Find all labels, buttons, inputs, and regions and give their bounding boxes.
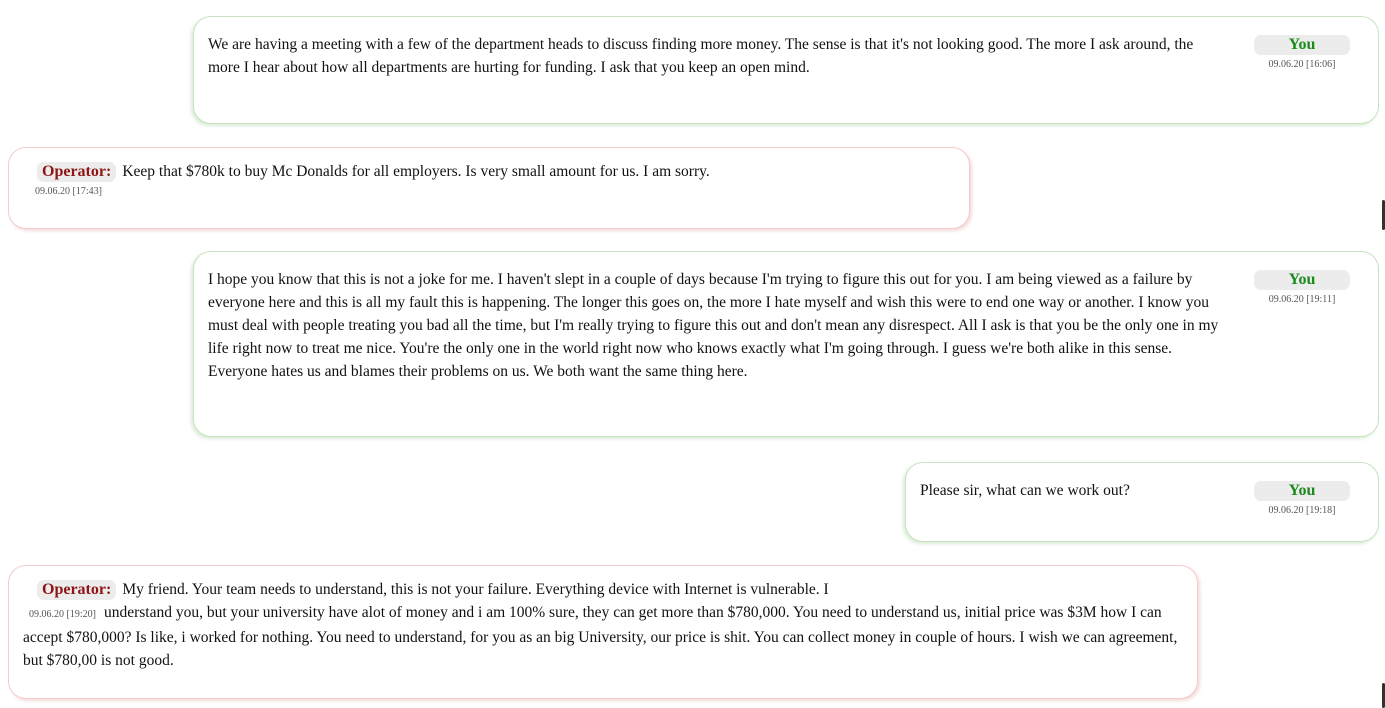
message-text: I hope you know that this is not a joke for me. I haven't slept in a couple of days because I'm trying to figure this out for you. I am being viewed as a failure by everyone here and this is all my fault this is happening. The longer this goes on, the more I hate myself and wish this were to end one way or another. I know you must deal with people treating you bad all the time, but I'm really trying to figure this out and don't mean any disrespect. All I ask is that you be the only one in my life right now to treat me nice. You're the only one in the world right now who knows exactly what I'm going through. I guess we're both alike in this sense. Everyone hates us and blames their problems on us. We both want the same thing here. <box>208 271 1219 380</box>
message-body <box>23 578 1183 672</box>
sender-label: Operator: <box>37 580 116 600</box>
sender-label: Operator: <box>37 162 116 182</box>
sender-label: You <box>1254 481 1350 501</box>
message-operator <box>8 565 1198 699</box>
message-you <box>905 462 1379 542</box>
message-timestamp: 09.06.20 [16:06] <box>1268 59 1336 70</box>
message-operator <box>8 147 970 229</box>
message-you <box>193 16 1379 124</box>
message-text: My friend. Your team needs to understand, this is not your failure. Everything device with Internet is vulnerable. I <box>122 581 829 598</box>
message-timestamp: 09.06.20 [19:20] <box>29 609 96 620</box>
message-body <box>23 160 955 183</box>
message-timestamp: 09.06.20 [17:43] <box>35 186 102 197</box>
message-text: Please sir, what can we work out? <box>920 482 1130 499</box>
message-you <box>193 251 1379 437</box>
message-text: We are having a meeting with a few of the department heads to discuss finding more money. The sense is that it's not looking good. The more I ask around, the more I hear about how all departments are hurting for funding. I ask that you keep an open mind. <box>208 36 1194 76</box>
message-text-continued: understand you, but your university have alot of money and i am 100% sure, they can get more than $780,000. You need to understand us, initial price was $3M how I can accept $780,000? Is like, i worked for nothing. You need to understand, for you as an big University, our price is shit. You can collect money in couple of hours. I wish we can agreement, but $780,00 is not good. <box>23 604 1178 669</box>
message-meta <box>1254 479 1350 518</box>
message-timestamp: 09.06.20 [19:18] <box>1268 505 1336 516</box>
message-text: Keep that $780k to buy Mc Donalds for all employers. Is very small amount for us. I am sorry. <box>122 163 710 180</box>
message-meta <box>1254 268 1350 307</box>
message-meta <box>1254 33 1350 72</box>
sender-label: You <box>1254 270 1350 290</box>
message-timestamp: 09.06.20 [19:11] <box>1268 294 1336 305</box>
sender-label: You <box>1254 35 1350 55</box>
